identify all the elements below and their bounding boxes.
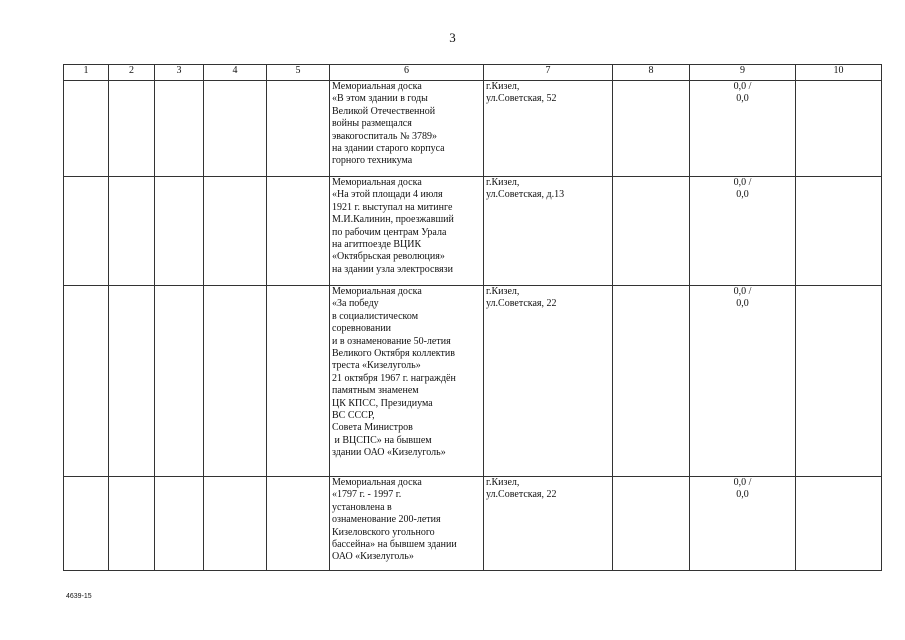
text-line: Совета Министров bbox=[332, 422, 413, 434]
text-line: памятным знаменем bbox=[332, 385, 419, 397]
text-line: «Октябрьская революция» bbox=[332, 251, 445, 263]
text-line: «1797 г. - 1997 г. bbox=[332, 489, 402, 501]
table-cell bbox=[64, 177, 109, 286]
table-cell bbox=[64, 286, 109, 477]
column-header: 10 bbox=[796, 65, 882, 81]
table-cell bbox=[109, 81, 155, 177]
text-line: 0,0 / bbox=[733, 177, 752, 188]
text-line: ЦК КПСС, Президиума bbox=[332, 397, 433, 409]
table-cell bbox=[109, 477, 155, 571]
table-cell bbox=[204, 81, 267, 177]
text-line: ознаменование 200-летия bbox=[332, 514, 441, 526]
table-cell bbox=[64, 477, 109, 571]
table-cell bbox=[613, 81, 690, 177]
table-row bbox=[64, 81, 882, 177]
text-line: на здании старого корпуса bbox=[332, 143, 445, 155]
value-cell bbox=[690, 286, 796, 477]
text-line: 0,0 bbox=[736, 489, 749, 501]
table-cell bbox=[155, 81, 204, 177]
text-line: ул.Советская, 52 bbox=[486, 93, 557, 105]
text-line: на здании узла электросвязи bbox=[332, 263, 453, 275]
text-line: ул.Советская, д.13 bbox=[486, 189, 565, 201]
table-cell bbox=[796, 286, 882, 477]
table-row bbox=[64, 177, 882, 286]
text-line: на агитпоезде ВЦИК bbox=[332, 239, 422, 251]
header-row bbox=[64, 65, 882, 81]
column-header: 9 bbox=[690, 65, 796, 81]
text-line: войны размещался bbox=[332, 118, 412, 130]
text-line: здании ОАО «Кизелуголь» bbox=[332, 447, 446, 459]
table-cell bbox=[109, 286, 155, 477]
document-code: 4639-15 bbox=[66, 593, 92, 600]
text-line: по рабочим центрам Урала bbox=[332, 226, 447, 238]
column-header: 2 bbox=[109, 65, 155, 81]
address-cell bbox=[484, 177, 613, 286]
text-line: в социалистическом bbox=[332, 310, 419, 322]
table-cell bbox=[155, 477, 204, 571]
page-number: 3 bbox=[449, 30, 456, 45]
text-line: Великой Отечественной bbox=[332, 105, 436, 117]
value-cell bbox=[690, 177, 796, 286]
monuments-table bbox=[63, 64, 882, 571]
text-line: и ВЦСПС» на бывшем bbox=[332, 434, 432, 446]
text-line: ОАО «Кизелуголь» bbox=[332, 551, 414, 563]
text-line: бассейна» на бывшем здании bbox=[332, 539, 457, 551]
column-header: 7 bbox=[484, 65, 613, 81]
address-cell bbox=[484, 286, 613, 477]
column-header: 8 bbox=[613, 65, 690, 81]
table-cell bbox=[155, 177, 204, 286]
text-line: г.Кизел, bbox=[486, 286, 520, 297]
table-cell bbox=[613, 477, 690, 571]
text-line: ул.Советская, 22 bbox=[486, 489, 557, 501]
column-header: 3 bbox=[155, 65, 204, 81]
table-cell bbox=[267, 286, 330, 477]
text-line: Мемориальная доска bbox=[332, 81, 422, 92]
column-header: 1 bbox=[64, 65, 109, 81]
text-line: г.Кизел, bbox=[486, 477, 520, 488]
text-line: Мемориальная доска bbox=[332, 477, 422, 488]
text-line: треста «Кизелуголь» bbox=[332, 360, 421, 372]
table-cell bbox=[109, 177, 155, 286]
text-line: г.Кизел, bbox=[486, 177, 520, 188]
table-cell bbox=[204, 286, 267, 477]
text-line: «На этой площади 4 июля bbox=[332, 189, 443, 201]
text-line: «В этом здании в годы bbox=[332, 93, 428, 105]
column-header: 4 bbox=[204, 65, 267, 81]
table-cell bbox=[204, 177, 267, 286]
object-name-cell bbox=[330, 177, 484, 286]
table-cell bbox=[267, 81, 330, 177]
text-line: 21 октября 1967 г. награждён bbox=[332, 372, 456, 384]
text-line: 0,0 bbox=[736, 298, 749, 310]
object-name-cell bbox=[330, 81, 484, 177]
table-cell bbox=[64, 81, 109, 177]
text-line: 0,0 / bbox=[733, 81, 752, 92]
table-cell bbox=[267, 177, 330, 286]
text-line: соревновании bbox=[332, 323, 392, 335]
text-line: установлена в bbox=[332, 501, 392, 513]
text-line: г.Кизел, bbox=[486, 81, 520, 92]
text-line: Мемориальная доска bbox=[332, 286, 422, 297]
column-header: 5 bbox=[267, 65, 330, 81]
table-row bbox=[64, 477, 882, 571]
value-cell bbox=[690, 81, 796, 177]
text-line: ВС СССР, bbox=[332, 410, 375, 422]
text-line: «За победу bbox=[332, 298, 379, 310]
table-cell bbox=[796, 177, 882, 286]
table-cell bbox=[267, 477, 330, 571]
text-line: Кизеловского угольного bbox=[332, 526, 435, 538]
table-cell bbox=[155, 286, 204, 477]
column-header: 6 bbox=[330, 65, 484, 81]
table-cell bbox=[204, 477, 267, 571]
table-cell bbox=[796, 81, 882, 177]
text-line: 0,0 bbox=[736, 189, 749, 201]
text-line: Великого Октября коллектив bbox=[332, 348, 455, 360]
address-cell bbox=[484, 81, 613, 177]
text-line: М.И.Калинин, проезжавший bbox=[332, 214, 454, 226]
text-line: эвакогоспиталь № 3789» bbox=[332, 130, 438, 142]
text-line: Мемориальная доска bbox=[332, 177, 422, 188]
text-line: 0,0 / bbox=[733, 286, 752, 297]
table-row bbox=[64, 286, 882, 477]
text-line: 0,0 bbox=[736, 93, 749, 105]
address-cell bbox=[484, 477, 613, 571]
object-name-cell bbox=[330, 286, 484, 477]
text-line: и в ознаменование 50-летия bbox=[332, 335, 451, 347]
text-line: горного техникума bbox=[332, 155, 413, 167]
table-cell bbox=[613, 177, 690, 286]
object-name-cell bbox=[330, 477, 484, 571]
table-cell bbox=[613, 286, 690, 477]
text-line: ул.Советская, 22 bbox=[486, 298, 557, 310]
text-line: 1921 г. выступал на митинге bbox=[332, 201, 453, 213]
table-cell bbox=[796, 477, 882, 571]
value-cell bbox=[690, 477, 796, 571]
text-line: 0,0 / bbox=[733, 477, 752, 488]
